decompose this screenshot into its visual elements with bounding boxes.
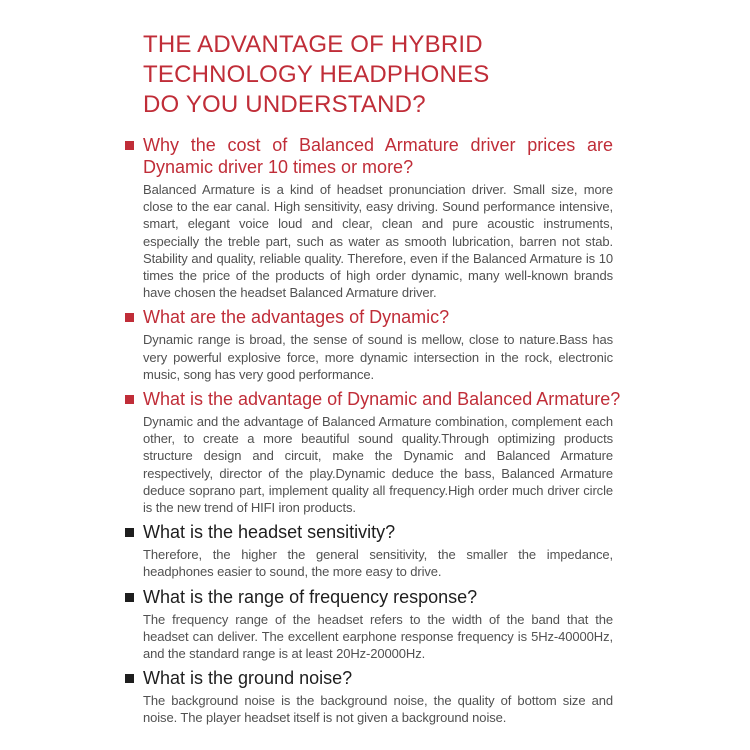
page-title xyxy=(143,30,613,120)
section-heading xyxy=(125,388,621,410)
section-heading-line: What are the advantages of Dynamic? xyxy=(143,307,450,328)
section-heading-text xyxy=(143,388,621,410)
section-heading-text xyxy=(143,134,613,178)
section-heading-text xyxy=(143,667,613,689)
bullet-square-icon xyxy=(125,141,134,150)
section-body-text: Dynamic and the advantage of Balanced Armature combination, complement each other, to create a more beautiful sound quality.Through optimizing products structure design and circuit, make the Dynamic and Balanced Armature respectively, director of the play.Dynamic deduce the bass, Balanced Armature deduce soprano part, implement quality all frequency.High order much driver circle is the new trend of HIFI iron products. xyxy=(143,414,613,516)
section-heading-text xyxy=(143,306,613,328)
section-heading-line: Why the cost of Balanced Armature driver prices are xyxy=(143,135,613,155)
section-heading xyxy=(125,521,613,543)
section-heading xyxy=(125,134,613,178)
bullet-square-icon xyxy=(125,674,134,683)
section-heading xyxy=(125,306,613,328)
section-frequency-response xyxy=(125,586,613,663)
section-dynamic-advantages xyxy=(125,306,613,383)
section-body-text: Balanced Armature is a kind of headset pronunciation driver. Small size, more close to the ear canal. High sensitivity, easy driving. Sound performance intensive, smart, elegant voice loud and clear, clean and pure acoustic instruments, especially the treble part, such as water as smooth lubrication, barren not stab. Stability and quality, reliable quality. Therefore, even if the Balanced Armature is 10 times the price of the products of high order dynamic, many well-known brands have chosen the headset Balanced Armature driver. xyxy=(143,182,613,301)
bullet-square-icon xyxy=(125,593,134,602)
section-body-text: Dynamic range is broad, the sense of sound is mellow, close to nature.Bass has very powerful explosive force, more dynamic intersection in the rock, electronic music, song has very good performance. xyxy=(143,332,613,382)
section-heading-line: What is the advantage of Dynamic and Balanced Armature? xyxy=(143,389,621,410)
content-column xyxy=(125,30,621,732)
section-heading-line: Dynamic driver 10 times or more? xyxy=(143,157,414,177)
section-heading-line: What is the range of frequency response? xyxy=(143,586,478,607)
section-body-text: The frequency range of the headset refers to the width of the band that the headset can deliver. The excellent earphone response frequency is 5Hz-40000Hz, and the standard range is at least 20Hz-20000Hz. xyxy=(143,611,613,662)
section-hybrid-advantage xyxy=(125,388,621,516)
section-headset-sensitivity xyxy=(125,521,613,580)
section-heading xyxy=(125,667,613,689)
section-body-text: The background noise is the background noise, the quality of bottom size and noise. The player headset itself is not given a background noise. xyxy=(143,693,613,726)
page-title-line: TECHNOLOGY HEADPHONES xyxy=(143,61,490,88)
section-balanced-armature-cost xyxy=(125,134,613,301)
section-heading-line: What is the headset sensitivity? xyxy=(143,522,396,543)
section-body-text: Therefore, the higher the general sensitivity, the smaller the impedance, headphones easier to sound, the more easy to drive. xyxy=(143,547,613,580)
page-title-line: DO YOU UNDERSTAND? xyxy=(143,91,426,118)
section-heading xyxy=(125,586,613,608)
bullet-square-icon xyxy=(125,395,134,404)
section-heading-text xyxy=(143,521,613,543)
section-ground-noise xyxy=(125,667,613,726)
section-heading-text xyxy=(143,586,613,608)
bullet-square-icon xyxy=(125,313,134,322)
page-title-line: THE ADVANTAGE OF HYBRID xyxy=(143,31,483,58)
bullet-square-icon xyxy=(125,528,134,537)
section-heading-line: What is the ground noise? xyxy=(143,668,353,689)
